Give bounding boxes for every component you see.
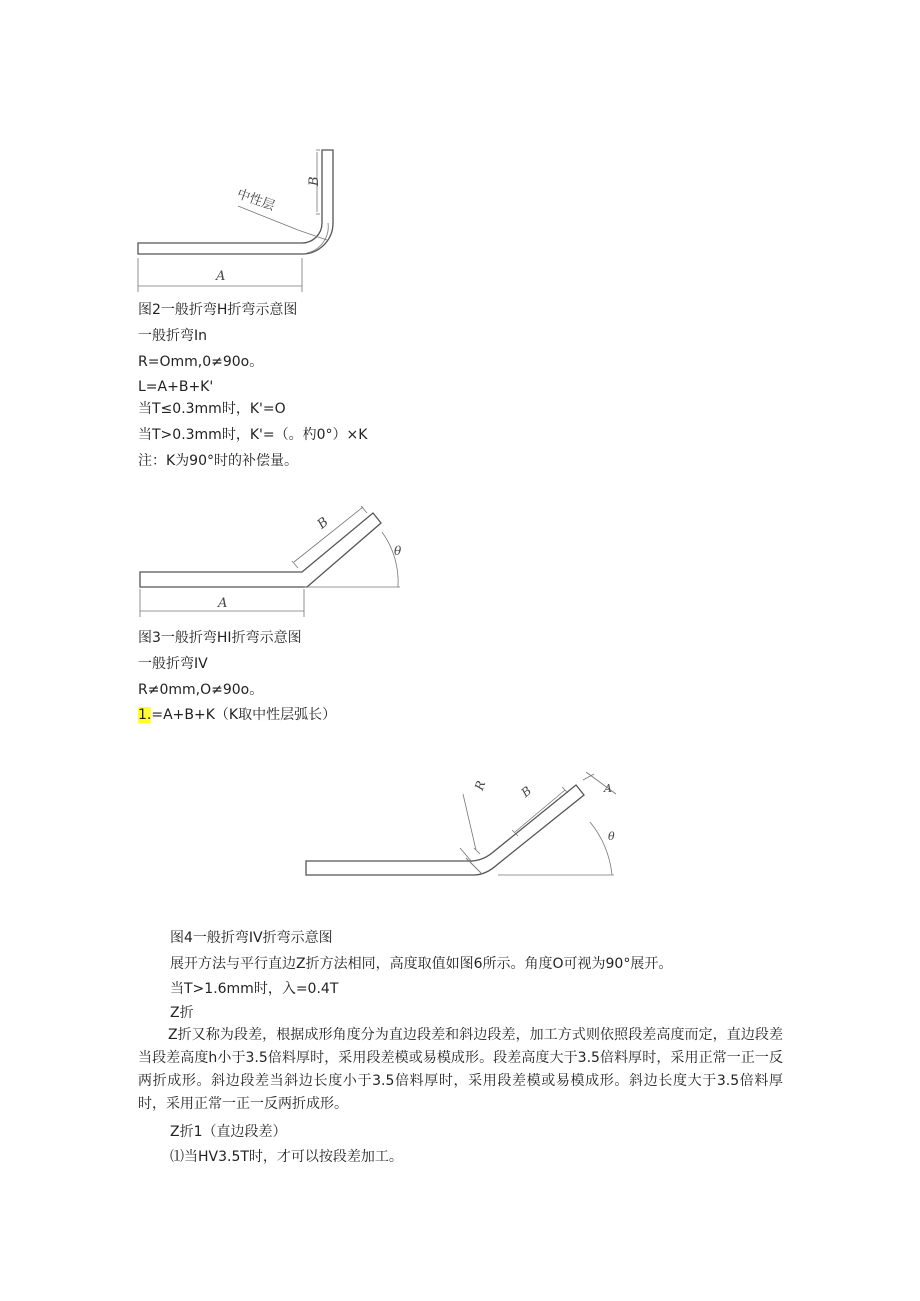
z-fold-1-heading: Z折1（直边段差） [170, 1124, 287, 1140]
section-ii-line-3: 当T≤0.3mm时，K'=O [138, 401, 286, 417]
body-line-1: 展开方法与平行直边Z折方法相同，高度取值如图6所示。角度O可视为90°展开。 [170, 956, 673, 972]
section-iv-formula-text: =A+B+K（K取中性层弧长） [151, 707, 337, 723]
section-ii-line-4: 当T>0.3mm时，K'=（。杓0°）×K [138, 427, 368, 443]
section-ii-line-2: L=A+B+K' [138, 379, 214, 395]
figure-2-label-a: A [216, 269, 226, 284]
section-ii-line-1: R=Omm,0≠90o。 [138, 354, 264, 370]
highlighted-mark: 1. [138, 707, 152, 723]
z-fold-heading: Z折 [170, 1005, 194, 1021]
figure-4-label-r: R [472, 778, 489, 793]
section-ii-note: 注：K为90°时的补偿量。 [138, 453, 298, 469]
z-fold-1-line: ⑴当HV3.5T时，才可以按段差加工。 [170, 1149, 403, 1165]
section-ii-heading: 一般折弯In [138, 328, 208, 344]
figure-3-label-b: B [314, 514, 332, 533]
figure-3-label-a: A [218, 596, 228, 611]
figure-2-diagram [130, 140, 370, 300]
figure-2-label-b: B [307, 176, 322, 186]
figure-3-diagram [130, 505, 410, 630]
figure-3-caption: 图3一般折弯HI折弯示意图 [138, 630, 302, 646]
figure-4-label-b: B [518, 783, 535, 800]
figure-3-label-theta: θ [394, 544, 402, 558]
figure-2-label-neutral-layer: 中性层 [234, 186, 277, 215]
figure-2-caption: 图2一般折弯H折弯示意图 [138, 302, 298, 318]
body-line-2: 当T>1.6mm时，入=0.4T [170, 981, 339, 997]
section-iv-line-1: R≠0mm,O≠90o。 [138, 682, 264, 698]
section-iv-formula [138, 706, 336, 724]
z-fold-paragraph: Z折又称为段差，根据成形角度分为直边段差和斜边段差，加工方式则依照段差高度而定，直边段差当段差高度h小于3.5倍料厚时，采用段差模或易模成形。段差高度大于3.5倍料厚时，采用正常一正一反两折成形。斜边段差当斜边长度小于3.5倍料厚时，采用段差模或易模成形。斜边长度大于3.5倍料厚时，采用正常一正一反两折成形。 [138, 1027, 783, 1112]
figure-4-label-theta: θ [608, 830, 615, 843]
figure-4-caption: 图4一般折弯IV折弯示意图 [170, 930, 333, 946]
figure-4-diagram [300, 766, 620, 891]
figure-4-label-a: A [604, 782, 612, 795]
section-iv-heading: 一般折弯IV [138, 656, 208, 672]
